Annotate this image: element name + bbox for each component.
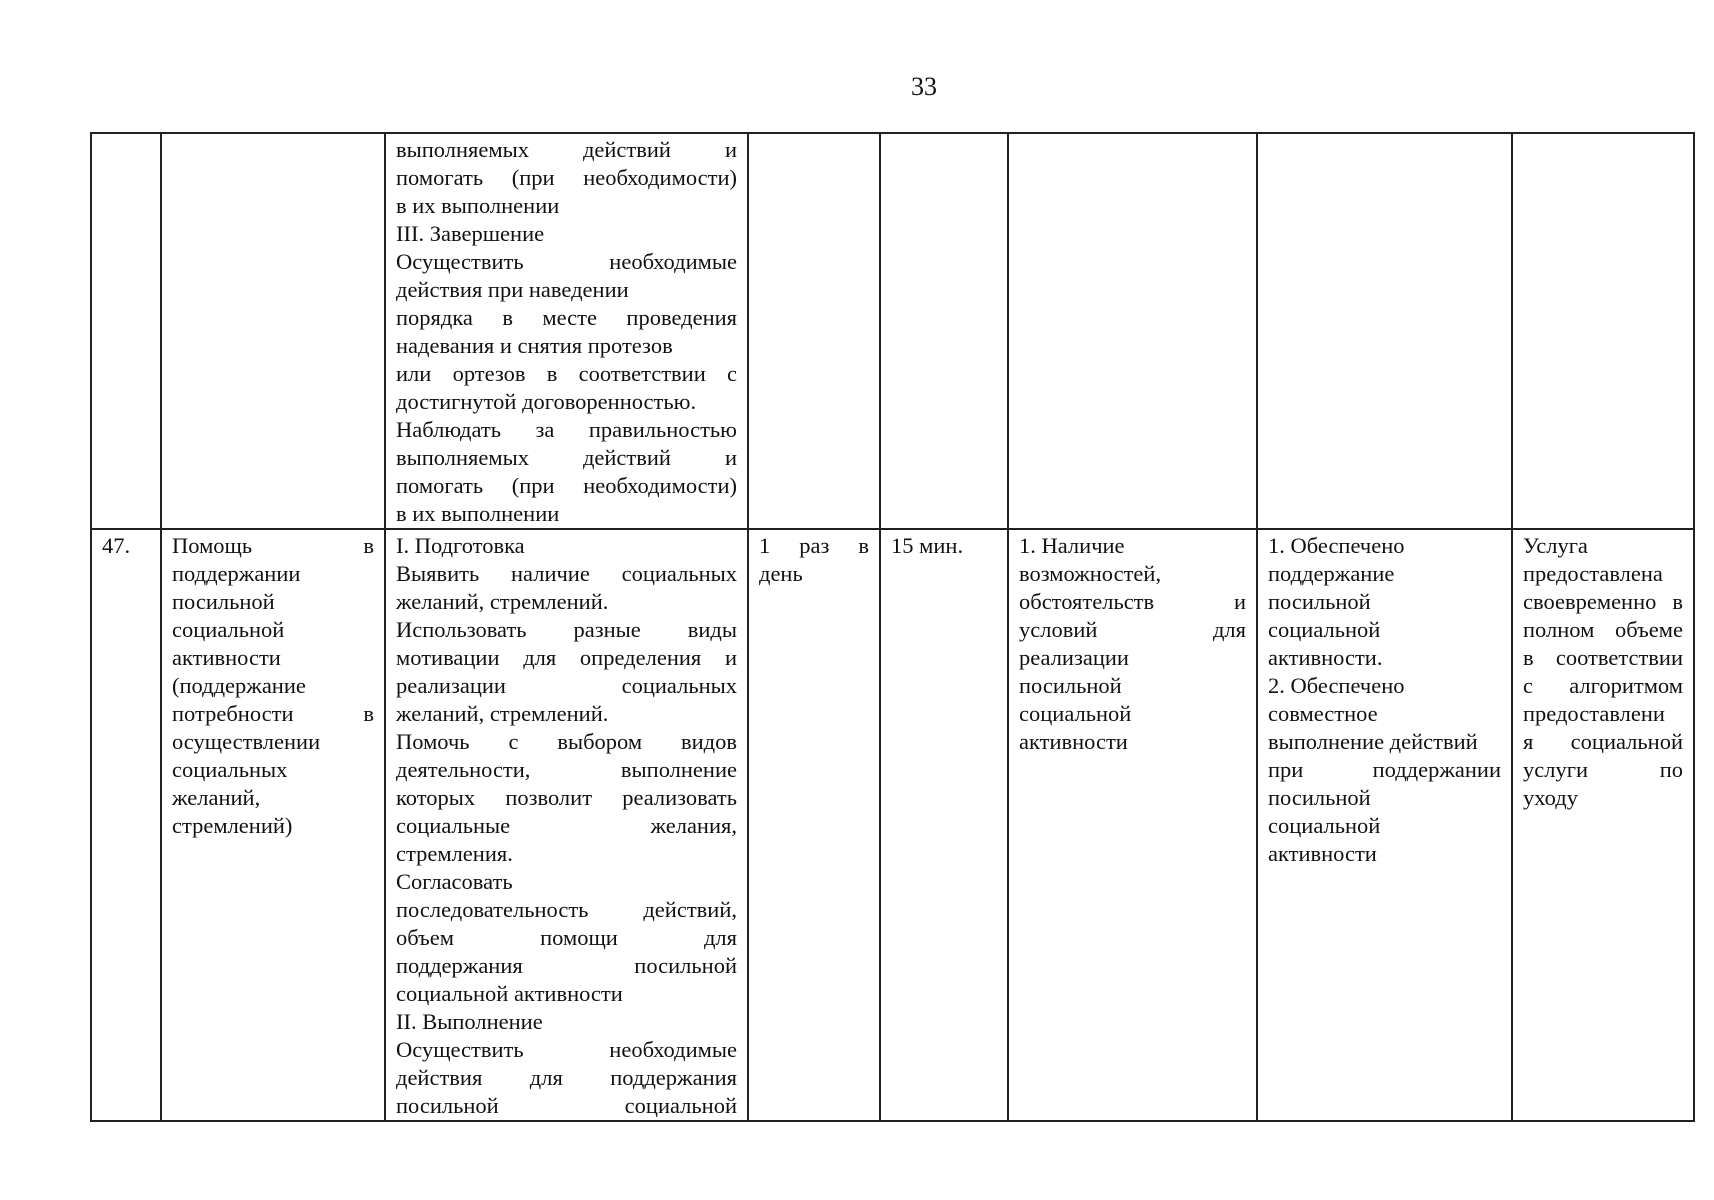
services-table: [90, 132, 1695, 1122]
text-line: желаний, стремлений.: [396, 701, 609, 726]
text-line: социальной: [172, 617, 285, 642]
cell-result: [1257, 133, 1512, 529]
text-line: условий для: [1019, 617, 1246, 642]
page-number: 33: [911, 72, 937, 101]
text-line: выполняемых действий и: [396, 445, 737, 470]
cell-duration: [880, 133, 1008, 529]
text-line: социальные желания,: [396, 813, 737, 838]
text-line: помогать (при необходимости): [396, 473, 737, 498]
cell-periodicity: [748, 529, 880, 1121]
text-line: предоставлена: [1523, 561, 1663, 586]
text-line: последовательность действий,: [396, 897, 737, 922]
text-line: своевременно в: [1523, 589, 1683, 614]
text-line: активности: [172, 645, 281, 670]
text-line: I. Подготовка: [396, 533, 525, 558]
text-line: услуги по: [1523, 757, 1683, 782]
text-line: III. Завершение: [396, 221, 545, 246]
text-line: Выявить наличие социальных: [396, 561, 737, 586]
text-line: поддержания посильной: [396, 953, 737, 978]
text-line: достигнутой договоренностью.: [396, 389, 697, 414]
service-name-lines: [172, 532, 374, 840]
text-line: социальной активности: [396, 981, 623, 1006]
cell-quality: [1512, 529, 1694, 1121]
text-line: при поддержании: [1268, 757, 1501, 782]
text-line: в соответствии: [1523, 645, 1683, 670]
text-line: выполняемых действий и: [396, 137, 737, 162]
cell-conditions: [1008, 529, 1257, 1121]
cell-service-name: [161, 529, 385, 1121]
text-line: уходу: [1523, 785, 1578, 810]
text-line: мотивации для определения и: [396, 645, 737, 670]
text-line: реализации: [1019, 645, 1129, 670]
text-line: активности: [1268, 841, 1377, 866]
text-line: предоставлени: [1523, 701, 1665, 726]
text-line: действия для поддержания: [396, 1065, 737, 1090]
text-line: обстоятельств и: [1019, 589, 1246, 614]
text-line: 1. Наличие: [1019, 533, 1125, 558]
text-line: Услуга: [1523, 533, 1588, 558]
text-line: 2. Обеспечено: [1268, 673, 1405, 698]
text-line: которых позволит реализовать: [396, 785, 737, 810]
text-line: Осуществить необходимые: [396, 249, 737, 274]
cell-conditions: [1008, 133, 1257, 529]
text-line: посильной социальной: [396, 1093, 737, 1118]
cell-periodicity: [748, 133, 880, 529]
text-line: посильной: [1019, 673, 1122, 698]
text-line: стремлений): [172, 813, 293, 838]
text-line: выполнение действий: [1268, 729, 1478, 754]
text-line: порядка в месте проведения: [396, 305, 737, 330]
text-line: (поддержание: [172, 673, 306, 698]
cell-quality: [1512, 133, 1694, 529]
text-line: Осуществить необходимые: [396, 1037, 737, 1062]
text-line: поддержании: [172, 561, 301, 586]
text-line: или ортезов в соответствии с: [396, 361, 737, 386]
text-line: день: [759, 561, 803, 586]
text-line: Использовать разные виды: [396, 617, 737, 642]
cell-service-name: [161, 133, 385, 529]
text-line: реализации социальных: [396, 673, 737, 698]
text-line: помогать (при необходимости): [396, 165, 737, 190]
text-line: я социальной: [1523, 729, 1683, 754]
text-line: возможностей,: [1019, 561, 1162, 586]
text-line: активности: [1019, 729, 1128, 754]
cell-duration: 15 мин.: [880, 529, 1008, 1121]
text-line: объем помощи для: [396, 925, 737, 950]
text-line: 1 раз в: [759, 533, 869, 558]
text-line: стремления.: [396, 841, 513, 866]
result-lines: [1268, 532, 1501, 868]
text-line: Наблюдать за правильностью: [396, 417, 737, 442]
cell-service-content: [385, 529, 748, 1121]
service-content-lines: [396, 532, 737, 1120]
text-line: посильной: [1268, 785, 1371, 810]
text-line: совместное: [1268, 701, 1378, 726]
text-line: в их выполнении: [396, 193, 560, 218]
text-line: надевания и снятия протезов: [396, 333, 673, 358]
text-line: социальной: [1019, 701, 1132, 726]
text-line: II. Выполнение: [396, 1009, 543, 1034]
text-line: Помощь в: [172, 533, 374, 558]
text-line: потребности в: [172, 701, 374, 726]
text-line: желаний, стремлений.: [396, 589, 609, 614]
cell-number: [91, 133, 161, 529]
table-row-continuation: [91, 133, 1694, 529]
cell-number: 47.: [91, 529, 161, 1121]
text-line: социальной: [1268, 813, 1381, 838]
text-line: социальных: [172, 757, 288, 782]
text-line: социальной: [1268, 617, 1381, 642]
text-line: 1. Обеспечено: [1268, 533, 1405, 558]
text-line: полном объеме: [1523, 617, 1683, 642]
text-line: деятельности, выполнение: [396, 757, 737, 782]
text-line: активности.: [1268, 645, 1383, 670]
text-line: действия при наведении: [396, 277, 629, 302]
text-line: желаний,: [172, 785, 261, 810]
text-line: Согласовать: [396, 869, 513, 894]
periodicity-lines: [759, 532, 869, 588]
service-content-lines: [396, 136, 737, 528]
text-line: посильной: [1268, 589, 1371, 614]
text-line: посильной: [172, 589, 275, 614]
text-line: в их выполнении: [396, 501, 560, 526]
text-line: осуществлении: [172, 729, 321, 754]
cell-result: [1257, 529, 1512, 1121]
table-row-47: [91, 529, 1694, 1121]
quality-lines: [1523, 532, 1683, 812]
cell-service-content: [385, 133, 748, 529]
conditions-lines: [1019, 532, 1246, 756]
text-line: с алгоритмом: [1523, 673, 1683, 698]
text-line: поддержание: [1268, 561, 1395, 586]
text-line: Помочь с выбором видов: [396, 729, 737, 754]
